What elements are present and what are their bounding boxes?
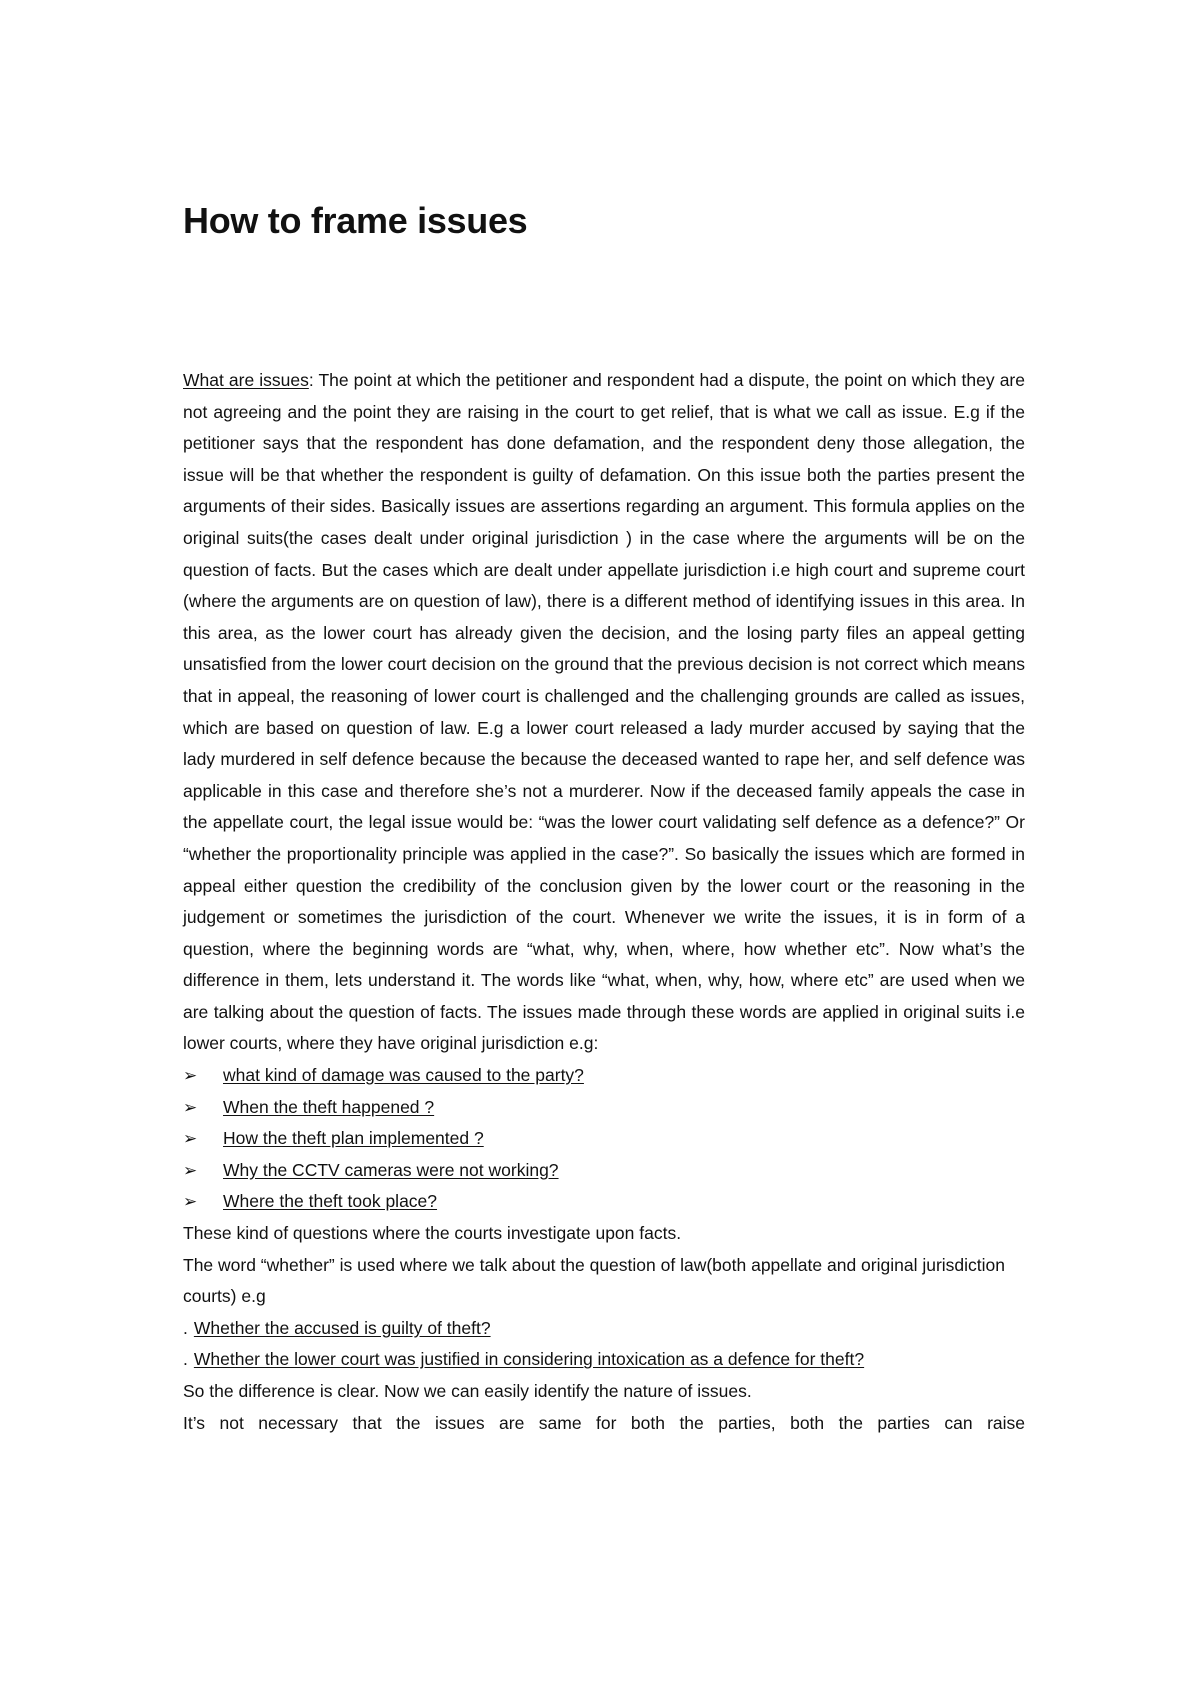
law-question-text: Whether the accused is guilty of theft? <box>193 1317 491 1338</box>
law-question-item <box>183 1313 1025 1345</box>
list-item <box>183 1155 1025 1187</box>
law-question-item <box>183 1344 1025 1376</box>
whether-paragraph: The word “whether” is used where we talk about the question of law(both appellate and original jurisdiction courts) e.g <box>183 1254 1005 1307</box>
list-item <box>183 1092 1025 1124</box>
arrow-bullet-icon: ➢ <box>183 1192 198 1212</box>
arrow-bullet-icon: ➢ <box>183 1097 198 1117</box>
list-item <box>183 1186 1025 1218</box>
fact-question-text: When the theft happened ? <box>223 1096 435 1117</box>
intro-colon: : <box>308 370 314 390</box>
page-title: How to frame issues <box>183 200 528 241</box>
list-item <box>183 1060 1025 1092</box>
list-item <box>183 1123 1025 1155</box>
intro-paragraph <box>183 365 1025 1060</box>
difference-paragraph: So the difference is clear. Now we can easily identify the nature of issues. <box>183 1381 752 1401</box>
intro-label: What are issues <box>183 370 309 390</box>
document-body <box>183 365 1025 1439</box>
closing-paragraph: It’s not necessary that the issues are same for both the parties, both the parties can raise <box>183 1412 1025 1433</box>
arrow-bullet-icon: ➢ <box>183 1066 198 1086</box>
fact-question-text: Where the theft took place? <box>223 1191 438 1212</box>
law-question-text: Whether the lower court was justified in considering intoxication as a defence for theft? <box>193 1349 865 1370</box>
arrow-bullet-icon: ➢ <box>183 1129 198 1149</box>
dot-bullet: . <box>183 1317 188 1338</box>
fact-question-text: Why the CCTV cameras were not working? <box>223 1159 559 1180</box>
dot-bullet: . <box>183 1349 188 1370</box>
facts-note: These kind of questions where the courts investigate upon facts. <box>183 1223 682 1244</box>
intro-text: The point at which the petitioner and respondent had a dispute, the point on which they are not agreeing and the point they are raising in the court to get relief, that is what we call as issue. E.g if the petitioner says that the respondent has done defamation, and the respondent deny those allegation, the issue will be that whether the respondent is guilty of defamation. On this issue both the parties present the arguments of their sides. Basically issues are assertions regarding an argument. This formula applies on the original suits(the cases dealt under original jurisdiction ) in the case where the arguments will be on the question of facts. But the cases which are dealt under appellate jurisdiction i.e high court and supreme court (where the arguments are on question of law), there is a different method of identifying issues in this area. In this area, as the lower court has already given the decision, and the losing party files an appeal getting unsatisfied from the lower court decision on the ground that the previous decision is not correct which means that in appeal, the reasoning of lower court is challenged and the challenging grounds are called as issues, which are based on question of law. E.g a lower court released a lady murder accused by saying that the lady murdered in self defence because the because the deceased wanted to rape her, and self defence was applicable in this case and therefore she’s not a murderer. Now if the deceased family appeals the case in the appellate court, the legal issue would be: “was the lower court validating self defence as a defence?” Or “whether the proportionality principle was applied in the case?”. So basically the issues which are formed in appeal either question the credibility of the conclusion given by the lower court or the reasoning in the judgement or sometimes the jurisdiction of the court. Whenever we write the issues, it is in form of a question, where the beginning words are “what, why, when, where, how whether etc”. Now what’s the difference in them, lets understand it. The words like “what, when, why, how, where etc” are used when we are talking about the question of facts. The issues made through these words are applied in original suits i.e lower courts, where they have original jurisdiction e.g: <box>183 370 1025 1054</box>
fact-question-text: what kind of damage was caused to the party? <box>223 1065 584 1086</box>
fact-question-text: How the theft plan implemented ? <box>223 1128 484 1149</box>
arrow-bullet-icon: ➢ <box>183 1160 198 1180</box>
fact-questions-list <box>183 1060 1025 1218</box>
